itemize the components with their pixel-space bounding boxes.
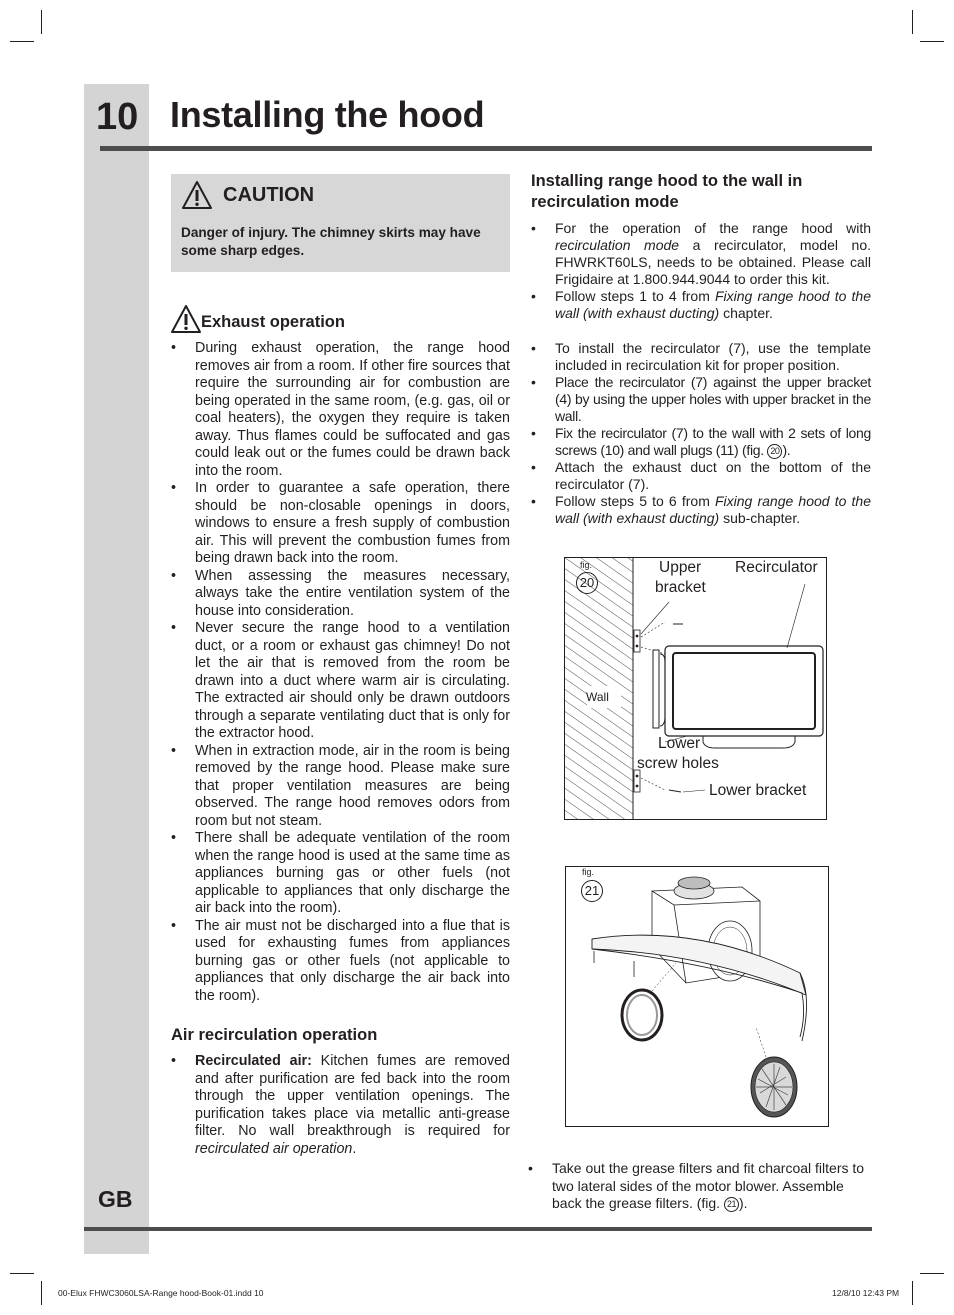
italic-text: Fixing range hood to the wall (with exhaust ducting) [555, 493, 871, 526]
fig-number: 21 [581, 880, 603, 902]
fig-label: fig. [582, 867, 595, 877]
install-heading: Installing range hood to the wall in recirculation mode [531, 172, 803, 211]
list-item [531, 374, 871, 425]
text: Follow steps 5 to 6 from [555, 493, 715, 509]
italic-text: recirculation mode [555, 237, 680, 253]
recirculation-heading: Air recirculation operation [171, 1026, 378, 1044]
label-lower: Lower [658, 735, 701, 752]
label-recirculator: Recirculator [735, 559, 818, 576]
caution-box [171, 174, 510, 272]
caution-text: Danger of injury. The chimney skirts may have some sharp edges. [181, 225, 481, 258]
list-item [531, 493, 871, 527]
italic-text: Fixing range hood to the wall (with exhaust ducting) [555, 288, 871, 321]
label-wall: Wall [586, 690, 609, 704]
fig-number: 20 [576, 572, 598, 594]
list-item [531, 340, 871, 374]
title-rule [100, 146, 872, 151]
text: Take out the grease filters and fit charcoal filters to two lateral sides of the motor blower. Assemble back the grease filters. (fig. [552, 1160, 865, 1211]
list-item: • When assessing the measures necessary, always take the entire ventilation system of the house into consideration. [171, 568, 510, 621]
recirc-bold-lead: Recirculated air: [195, 1053, 312, 1069]
text: ). [738, 1195, 748, 1211]
crop-mark [912, 1281, 913, 1305]
text: sub-chapter. [719, 510, 801, 526]
label-screw-holes: screw holes [637, 755, 719, 772]
recirc-italic: recirculated air operation [195, 1140, 353, 1157]
crop-mark [41, 1281, 42, 1305]
crop-mark [912, 10, 913, 34]
label-bracket: bracket [655, 579, 706, 596]
footer-file: 00-Elux FHWC3060LSA-Range hood-Book-01.indd 10 [58, 1288, 264, 1298]
text: a recirculator, model no. FHWRKT60LS, needs to be obtained. Please call Frigidaire at 1.800.944.9044 to order this kit. [555, 237, 872, 287]
text: Attach the exhaust duct on the bottom of the recirculator (7). [555, 459, 871, 492]
warning-icon [181, 180, 213, 210]
list-item: • During exhaust operation, the range hood removes air from a room. If other fire sources that require the surrounding air for combustion are being operated in the same room, (e.g. gas, oil or coal heaters), the oxygen they require is taken away. Thus flames could be suffocated and gas could leak out or the fumes could be drawn back into the room. [171, 340, 510, 480]
bottom-rule [84, 1227, 872, 1231]
list-item [531, 220, 871, 288]
fig-ref: 21 [724, 1197, 739, 1212]
fig-label: fig. [580, 560, 593, 570]
text: Follow steps 1 to 4 from [555, 288, 715, 304]
list-item [171, 1053, 510, 1158]
label-upper: Upper [659, 559, 702, 576]
list-item [528, 1160, 871, 1213]
list-item: • When in extraction mode, air in the room is being removed by the range hood. Please make sure that proper ventilation measures are being observed. The range hood removes odors from room but not steam. [171, 743, 510, 831]
footer-date: 12/8/10 12:43 PM [832, 1288, 900, 1298]
text: Place the recirculator (7) against the upper bracket (4) by using the upper holes with upper bracket in the wall. [555, 374, 871, 424]
language-tab: GB [98, 1186, 133, 1212]
list-item [531, 459, 871, 493]
sidebar-strip [84, 84, 149, 1254]
page-title: Installing the hood [170, 94, 485, 135]
text: ). [782, 442, 791, 458]
list-item [531, 425, 871, 459]
list-item: • There shall be adequate ventilation of the room when the range hood is used at the same time as appliances burning gas or other fuels (not applicable to appliances that only discharge the air back into the room). [171, 830, 510, 918]
crop-mark [10, 1273, 34, 1274]
list-item: • The air must not be discharged into a flue that is used for exhausting fumes from appliances burning gas or other fuels (not applicable to appliances that only discharge the air back into the room). [171, 918, 510, 1006]
text: Fix the recirculator (7) to the wall with 2 sets of long screws (10) and wall plugs (11) (fig. [555, 425, 871, 458]
exhaust-heading: Exhaust operation [201, 313, 345, 331]
text: To install the recirculator (7), use the template included in recirculation kit for proper position. [555, 340, 871, 373]
install-list [531, 220, 871, 527]
hood-filter-diagram [566, 867, 828, 1126]
list-item: • In order to guarantee a safe operation, there should be non-closable openings in doors, windows to ensure a fresh supply of combustion air. This will prevent the combustion fumes from being drawn back into the room. [171, 480, 510, 568]
caution-title: CAUTION [223, 184, 315, 206]
crop-mark [10, 41, 34, 42]
crop-mark [920, 1273, 944, 1274]
label-lower-bracket: Lower bracket [709, 782, 807, 799]
text: chapter. [719, 305, 773, 321]
crop-mark [41, 10, 42, 34]
recirculator-diagram [565, 558, 826, 819]
page-number: 10 [96, 96, 139, 138]
final-list [528, 1160, 871, 1213]
figure-21 [565, 866, 829, 1127]
text: For the operation of the range hood with [555, 220, 871, 236]
list-item [531, 288, 871, 322]
recirc-text: Kitchen fumes are removed and after purification are fed back into the room through the upper ventilation openings. The purification takes place via metallic anti-grease filter. No wall breakthrough is required for [195, 1053, 510, 1139]
figure-20 [564, 557, 827, 820]
warning-icon [170, 304, 202, 334]
fig-ref: 20 [767, 444, 782, 459]
crop-mark [920, 41, 944, 42]
recirc-end: . [352, 1140, 357, 1157]
list-item: • Never secure the range hood to a ventilation duct, or a room or exhaust gas chimney! Do not let the air that is removed from the room be drawn into a duct where warm air is circulating. The extracted air should only be drawn outdoors through a separate ventilating duct that is only for the extractor hood. [171, 620, 510, 743]
exhaust-list [171, 340, 510, 1005]
recirculation-list [171, 1053, 510, 1158]
